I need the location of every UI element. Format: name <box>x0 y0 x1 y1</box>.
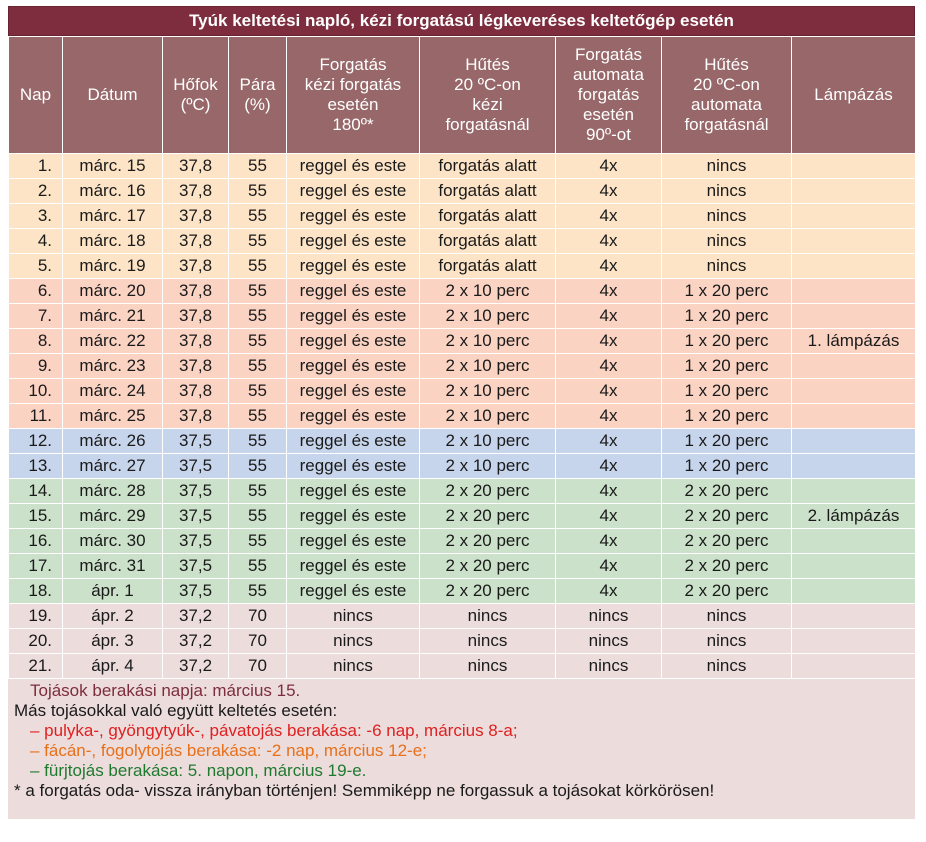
table-row <box>9 379 916 404</box>
cell-humidity: 55 <box>229 354 287 379</box>
cell-candling <box>792 154 916 179</box>
cell-humidity: 70 <box>229 629 287 654</box>
table-row <box>9 254 916 279</box>
cell-cooling-automatic: 2 x 20 perc <box>662 529 792 554</box>
cell-automatic-turning: 4x <box>556 329 662 354</box>
cell-automatic-turning: 4x <box>556 479 662 504</box>
cell-date: márc. 23 <box>63 354 163 379</box>
cell-humidity: 55 <box>229 554 287 579</box>
cell-manual-turning: reggel és este <box>287 554 420 579</box>
cell-humidity: 70 <box>229 604 287 629</box>
cell-candling <box>792 379 916 404</box>
cell-manual-turning: reggel és este <box>287 529 420 554</box>
cell-temperature: 37,8 <box>163 179 229 204</box>
note-turkey-guinea-peacock: – pulyka-, gyöngytyúk-, pávatojás berakása: -6 nap, március 8-a; <box>30 721 518 740</box>
table-row <box>9 404 916 429</box>
cell-day: 6. <box>9 279 63 304</box>
cell-manual-turning: reggel és este <box>287 429 420 454</box>
cell-day: 2. <box>9 179 63 204</box>
cell-manual-turning: reggel és este <box>287 579 420 604</box>
cell-automatic-turning: nincs <box>556 629 662 654</box>
cell-humidity: 55 <box>229 329 287 354</box>
cell-temperature: 37,8 <box>163 204 229 229</box>
cell-automatic-turning: 4x <box>556 504 662 529</box>
cell-cooling-automatic: nincs <box>662 204 792 229</box>
cell-day: 5. <box>9 254 63 279</box>
cell-day: 8. <box>9 329 63 354</box>
cell-automatic-turning: 4x <box>556 429 662 454</box>
notes-box <box>8 679 915 819</box>
cell-cooling-manual: 2 x 10 perc <box>420 404 556 429</box>
cell-manual-turning: reggel és este <box>287 329 420 354</box>
header-automatic-turning: Forgatás automata forgatás esetén 90º-ot <box>556 37 662 154</box>
cell-humidity: 55 <box>229 429 287 454</box>
cell-automatic-turning: 4x <box>556 229 662 254</box>
cell-automatic-turning: 4x <box>556 579 662 604</box>
cell-cooling-automatic: nincs <box>662 629 792 654</box>
cell-cooling-automatic: nincs <box>662 654 792 679</box>
cell-cooling-manual: nincs <box>420 654 556 679</box>
cell-cooling-manual: 2 x 10 perc <box>420 304 556 329</box>
header-candling: Lámpázás <box>792 37 916 154</box>
header-day: Nap <box>9 37 63 154</box>
cell-cooling-manual: 2 x 10 perc <box>420 279 556 304</box>
cell-date: márc. 29 <box>63 504 163 529</box>
table-row <box>9 604 916 629</box>
cell-candling <box>792 404 916 429</box>
cell-date: márc. 24 <box>63 379 163 404</box>
table-title: Tyúk keltetési napló, kézi forgatású légkeveréses keltetőgép esetén <box>8 6 915 36</box>
cell-candling: 1. lámpázás <box>792 329 916 354</box>
table-row <box>9 279 916 304</box>
note-laying-day: Tojások berakási napja: március 15. <box>30 681 301 700</box>
cell-cooling-manual: nincs <box>420 629 556 654</box>
cell-date: márc. 31 <box>63 554 163 579</box>
cell-date: márc. 22 <box>63 329 163 354</box>
cell-cooling-automatic: nincs <box>662 179 792 204</box>
cell-cooling-manual: 2 x 20 perc <box>420 479 556 504</box>
note-quail: – fürjtojás berakása: 5. napon, március 19-e. <box>30 761 367 780</box>
cell-automatic-turning: 4x <box>556 204 662 229</box>
table-row <box>9 529 916 554</box>
cell-day: 4. <box>9 229 63 254</box>
cell-day: 12. <box>9 429 63 454</box>
table-row <box>9 554 916 579</box>
cell-date: ápr. 1 <box>63 579 163 604</box>
cell-day: 20. <box>9 629 63 654</box>
cell-day: 1. <box>9 154 63 179</box>
cell-candling <box>792 579 916 604</box>
cell-temperature: 37,5 <box>163 579 229 604</box>
cell-cooling-automatic: 2 x 20 perc <box>662 479 792 504</box>
table-row <box>9 179 916 204</box>
header-temperature: Hőfok (ºC) <box>163 37 229 154</box>
cell-day: 15. <box>9 504 63 529</box>
cell-temperature: 37,5 <box>163 429 229 454</box>
cell-day: 9. <box>9 354 63 379</box>
cell-day: 18. <box>9 579 63 604</box>
cell-temperature: 37,2 <box>163 654 229 679</box>
cell-cooling-manual: forgatás alatt <box>420 154 556 179</box>
cell-day: 17. <box>9 554 63 579</box>
cell-automatic-turning: 4x <box>556 154 662 179</box>
cell-candling <box>792 179 916 204</box>
cell-automatic-turning: 4x <box>556 404 662 429</box>
cell-humidity: 55 <box>229 254 287 279</box>
cell-humidity: 55 <box>229 404 287 429</box>
cell-cooling-automatic: 1 x 20 perc <box>662 354 792 379</box>
table-row <box>9 229 916 254</box>
cell-manual-turning: reggel és este <box>287 254 420 279</box>
cell-day: 10. <box>9 379 63 404</box>
cell-automatic-turning: 4x <box>556 254 662 279</box>
cell-cooling-automatic: 1 x 20 perc <box>662 454 792 479</box>
cell-cooling-manual: 2 x 10 perc <box>420 379 556 404</box>
cell-candling <box>792 454 916 479</box>
cell-candling <box>792 604 916 629</box>
cell-day: 11. <box>9 404 63 429</box>
cell-cooling-automatic: nincs <box>662 154 792 179</box>
cell-manual-turning: reggel és este <box>287 204 420 229</box>
cell-date: ápr. 4 <box>63 654 163 679</box>
cell-automatic-turning: 4x <box>556 554 662 579</box>
table-row <box>9 629 916 654</box>
cell-humidity: 55 <box>229 179 287 204</box>
table-row <box>9 154 916 179</box>
cell-candling <box>792 354 916 379</box>
cell-day: 3. <box>9 204 63 229</box>
note-combined-intro: Más tojásokkal való együtt keltetés esetén: <box>14 701 338 720</box>
cell-manual-turning: nincs <box>287 629 420 654</box>
incubation-log-sheet <box>8 6 915 819</box>
cell-humidity: 55 <box>229 379 287 404</box>
cell-cooling-automatic: 1 x 20 perc <box>662 279 792 304</box>
cell-candling <box>792 429 916 454</box>
cell-automatic-turning: nincs <box>556 654 662 679</box>
cell-candling <box>792 479 916 504</box>
table-row <box>9 204 916 229</box>
cell-humidity: 55 <box>229 279 287 304</box>
cell-temperature: 37,8 <box>163 229 229 254</box>
cell-date: márc. 21 <box>63 304 163 329</box>
cell-temperature: 37,5 <box>163 554 229 579</box>
cell-humidity: 55 <box>229 479 287 504</box>
cell-temperature: 37,5 <box>163 479 229 504</box>
cell-cooling-automatic: nincs <box>662 254 792 279</box>
cell-humidity: 55 <box>229 454 287 479</box>
cell-cooling-manual: 2 x 20 perc <box>420 529 556 554</box>
cell-temperature: 37,8 <box>163 154 229 179</box>
cell-manual-turning: reggel és este <box>287 179 420 204</box>
cell-candling <box>792 554 916 579</box>
cell-temperature: 37,5 <box>163 504 229 529</box>
cell-day: 19. <box>9 604 63 629</box>
note-footnote: * a forgatás oda- vissza irányban történjen! Semmiképp ne forgassuk a tojásokat körkörösen! <box>14 781 715 800</box>
cell-humidity: 55 <box>229 204 287 229</box>
cell-candling <box>792 254 916 279</box>
cell-date: márc. 17 <box>63 204 163 229</box>
cell-cooling-manual: 2 x 20 perc <box>420 504 556 529</box>
cell-cooling-manual: 2 x 10 perc <box>420 329 556 354</box>
cell-day: 21. <box>9 654 63 679</box>
cell-cooling-manual: forgatás alatt <box>420 254 556 279</box>
header-humidity: Pára (%) <box>229 37 287 154</box>
cell-humidity: 70 <box>229 654 287 679</box>
cell-temperature: 37,2 <box>163 629 229 654</box>
cell-cooling-manual: 2 x 10 perc <box>420 354 556 379</box>
cell-day: 16. <box>9 529 63 554</box>
cell-cooling-automatic: 1 x 20 perc <box>662 404 792 429</box>
cell-automatic-turning: 4x <box>556 454 662 479</box>
cell-manual-turning: reggel és este <box>287 479 420 504</box>
cell-day: 13. <box>9 454 63 479</box>
cell-cooling-automatic: 2 x 20 perc <box>662 554 792 579</box>
cell-manual-turning: reggel és este <box>287 404 420 429</box>
cell-temperature: 37,2 <box>163 604 229 629</box>
cell-candling <box>792 654 916 679</box>
cell-temperature: 37,8 <box>163 329 229 354</box>
cell-humidity: 55 <box>229 154 287 179</box>
cell-candling <box>792 629 916 654</box>
cell-cooling-automatic: 2 x 20 perc <box>662 504 792 529</box>
cell-date: márc. 30 <box>63 529 163 554</box>
cell-cooling-manual: 2 x 10 perc <box>420 429 556 454</box>
cell-manual-turning: reggel és este <box>287 454 420 479</box>
cell-date: márc. 25 <box>63 404 163 429</box>
cell-date: márc. 26 <box>63 429 163 454</box>
cell-humidity: 55 <box>229 304 287 329</box>
cell-temperature: 37,8 <box>163 379 229 404</box>
table-row <box>9 304 916 329</box>
cell-automatic-turning: 4x <box>556 379 662 404</box>
cell-cooling-automatic: 1 x 20 perc <box>662 429 792 454</box>
cell-temperature: 37,5 <box>163 454 229 479</box>
cell-humidity: 55 <box>229 504 287 529</box>
table-row <box>9 454 916 479</box>
cell-cooling-manual: 2 x 20 perc <box>420 554 556 579</box>
cell-cooling-manual: 2 x 10 perc <box>420 454 556 479</box>
log-body <box>9 154 916 679</box>
cell-temperature: 37,8 <box>163 404 229 429</box>
cell-date: ápr. 2 <box>63 604 163 629</box>
cell-candling <box>792 229 916 254</box>
cell-candling <box>792 204 916 229</box>
cell-automatic-turning: 4x <box>556 179 662 204</box>
cell-cooling-automatic: 1 x 20 perc <box>662 304 792 329</box>
table-row <box>9 354 916 379</box>
header-date: Dátum <box>63 37 163 154</box>
table-row <box>9 579 916 604</box>
cell-date: márc. 20 <box>63 279 163 304</box>
cell-day: 14. <box>9 479 63 504</box>
cell-cooling-automatic: nincs <box>662 229 792 254</box>
header-cooling-automatic: Hűtés 20 ºC-on automata forgatásnál <box>662 37 792 154</box>
header-cooling-manual: Hűtés 20 ºC-on kézi forgatásnál <box>420 37 556 154</box>
cell-temperature: 37,8 <box>163 254 229 279</box>
cell-automatic-turning: 4x <box>556 354 662 379</box>
cell-date: márc. 15 <box>63 154 163 179</box>
cell-date: márc. 19 <box>63 254 163 279</box>
cell-cooling-manual: forgatás alatt <box>420 179 556 204</box>
table-row <box>9 654 916 679</box>
table-row <box>9 429 916 454</box>
header-row <box>9 37 916 154</box>
cell-date: márc. 18 <box>63 229 163 254</box>
cell-candling <box>792 279 916 304</box>
cell-manual-turning: reggel és este <box>287 304 420 329</box>
cell-date: ápr. 3 <box>63 629 163 654</box>
cell-temperature: 37,8 <box>163 354 229 379</box>
cell-manual-turning: reggel és este <box>287 279 420 304</box>
cell-manual-turning: nincs <box>287 604 420 629</box>
table-row <box>9 504 916 529</box>
cell-temperature: 37,5 <box>163 529 229 554</box>
table-row <box>9 329 916 354</box>
cell-automatic-turning: nincs <box>556 604 662 629</box>
cell-humidity: 55 <box>229 529 287 554</box>
cell-automatic-turning: 4x <box>556 529 662 554</box>
note-pheasant-partridge: – fácán-, fogolytojás berakása: -2 nap, március 12-e; <box>30 741 427 760</box>
header-manual-turning: Forgatás kézi forgatás esetén 180º* <box>287 37 420 154</box>
cell-cooling-automatic: nincs <box>662 604 792 629</box>
cell-day: 7. <box>9 304 63 329</box>
cell-candling <box>792 529 916 554</box>
cell-automatic-turning: 4x <box>556 279 662 304</box>
cell-date: márc. 28 <box>63 479 163 504</box>
cell-candling: 2. lámpázás <box>792 504 916 529</box>
cell-date: márc. 27 <box>63 454 163 479</box>
cell-automatic-turning: 4x <box>556 304 662 329</box>
cell-manual-turning: reggel és este <box>287 154 420 179</box>
table-row <box>9 479 916 504</box>
cell-humidity: 55 <box>229 229 287 254</box>
cell-cooling-automatic: 1 x 20 perc <box>662 329 792 354</box>
cell-cooling-automatic: 2 x 20 perc <box>662 579 792 604</box>
cell-cooling-manual: forgatás alatt <box>420 229 556 254</box>
cell-date: márc. 16 <box>63 179 163 204</box>
cell-manual-turning: reggel és este <box>287 504 420 529</box>
cell-manual-turning: nincs <box>287 654 420 679</box>
cell-cooling-automatic: 1 x 20 perc <box>662 379 792 404</box>
cell-humidity: 55 <box>229 579 287 604</box>
cell-manual-turning: reggel és este <box>287 379 420 404</box>
incubation-log-table <box>8 36 916 679</box>
cell-candling <box>792 304 916 329</box>
cell-manual-turning: reggel és este <box>287 229 420 254</box>
cell-cooling-manual: nincs <box>420 604 556 629</box>
cell-temperature: 37,8 <box>163 304 229 329</box>
cell-cooling-manual: forgatás alatt <box>420 204 556 229</box>
cell-manual-turning: reggel és este <box>287 354 420 379</box>
cell-temperature: 37,8 <box>163 279 229 304</box>
cell-cooling-manual: 2 x 20 perc <box>420 579 556 604</box>
